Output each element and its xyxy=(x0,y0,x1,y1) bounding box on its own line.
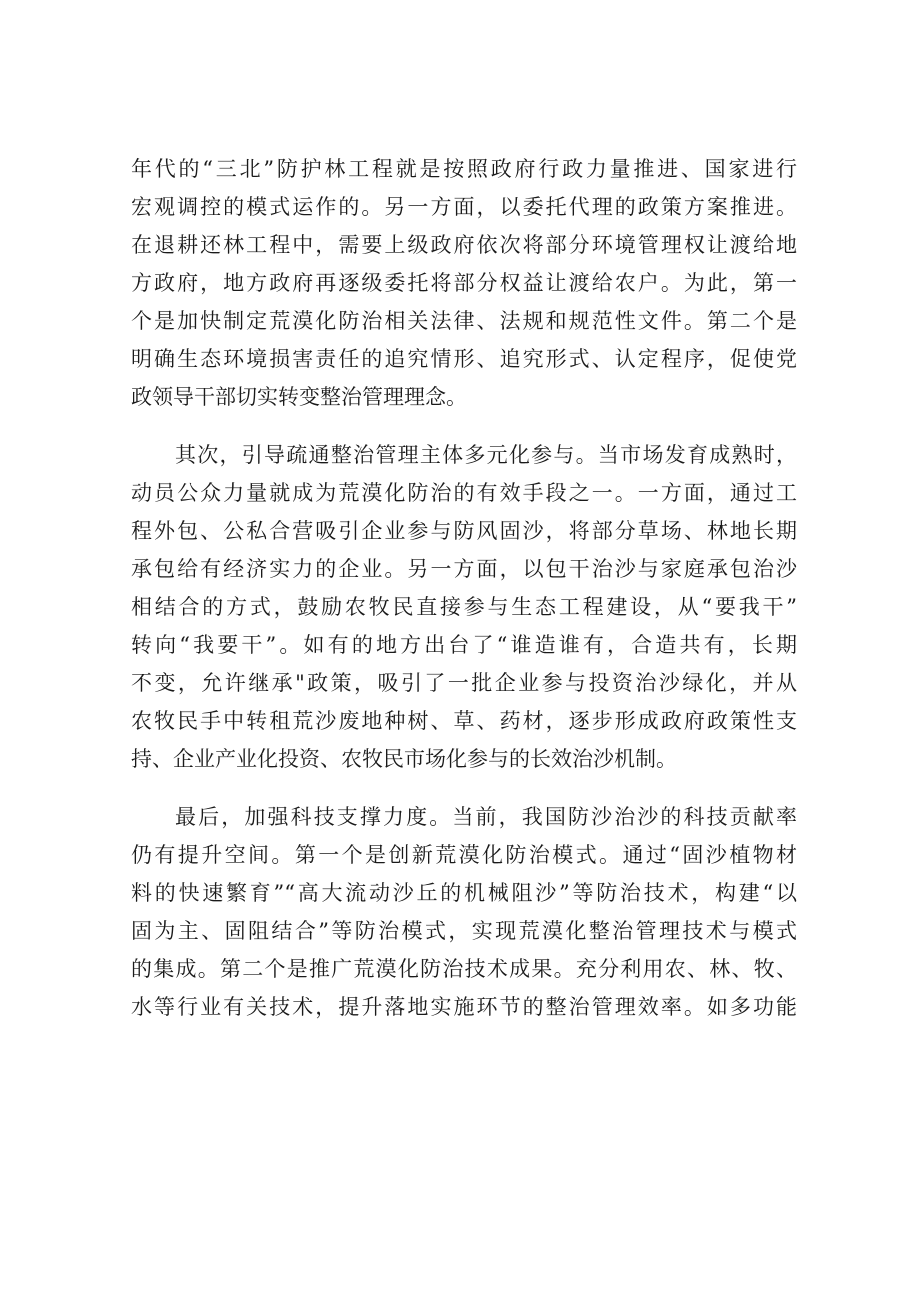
text-line: 在退耕还林工程中，需要上级政府依次将部分环境管理权让渡给地 xyxy=(131,233,797,257)
text-line: 水等行业有关技术，提升落地实施环节的整治管理效率。如多功能 xyxy=(131,995,797,1019)
text-line: 固为主、固阻结合”等防治模式，实现荒漠化整治管理技术与模式 xyxy=(131,919,797,943)
text-line: 转向“我要干”。如有的地方出台了“谁造谁有，合造共有，长期 xyxy=(131,633,797,657)
text-line: 的集成。第二个是推广荒漠化防治技术成果。充分利用农、林、牧、 xyxy=(131,957,797,981)
text-line: 个是加快制定荒漠化防治相关法律、法规和规范性文件。第二个是 xyxy=(131,309,797,333)
text-line: 持、企业产业化投资、农牧民市场化参与的长效治沙机制。 xyxy=(131,747,677,771)
text-line: 仍有提升空间。第一个是创新荒漠化防治模式。通过“固沙植物材 xyxy=(131,843,797,867)
text-line: 明确生态环境损害责任的追究情形、追究形式、认定程序，促使党 xyxy=(131,347,797,371)
text-line: 其次，引导疏通整治管理主体多元化参与。当市场发育成熟时， xyxy=(175,443,797,467)
text-line: 动员公众力量就成为荒漠化防治的有效手段之一。一方面，通过工 xyxy=(131,481,797,505)
text-line: 承包给有经济实力的企业。另一方面，以包干治沙与家庭承包治沙 xyxy=(131,557,797,581)
text-line: 农牧民手中转租荒沙废地种树、草、药材，逐步形成政府政策性支 xyxy=(131,709,797,733)
text-line: 料的快速繁育”“高大流动沙丘的机械阻沙”等防治技术，构建“以 xyxy=(131,881,797,905)
paragraph-3 xyxy=(131,798,797,1026)
text-line: 宏观调控的模式运作的。另一方面，以委托代理的政策方案推进。 xyxy=(131,195,797,219)
document-body xyxy=(131,150,797,1026)
text-line: 政领导干部切实转变整治管理理念。 xyxy=(131,385,467,409)
paragraph-1 xyxy=(131,150,797,416)
text-line: 程外包、公私合营吸引企业参与防风固沙，将部分草场、林地长期 xyxy=(131,519,797,543)
text-line: 不变，允许继承"政策，吸引了一批企业参与投资治沙绿化，并从 xyxy=(131,671,797,695)
text-line: 相结合的方式，鼓励农牧民直接参与生态工程建设，从“要我干” xyxy=(131,595,797,619)
paragraph-2 xyxy=(131,436,797,778)
text-line: 方政府，地方政府再逐级委托将部分权益让渡给农户。为此，第一 xyxy=(131,271,797,295)
text-line: 年代的“三北”防护林工程就是按照政府行政力量推进、国家进行 xyxy=(131,157,797,181)
text-line: 最后，加强科技支撑力度。当前，我国防沙治沙的科技贡献率 xyxy=(175,805,797,829)
